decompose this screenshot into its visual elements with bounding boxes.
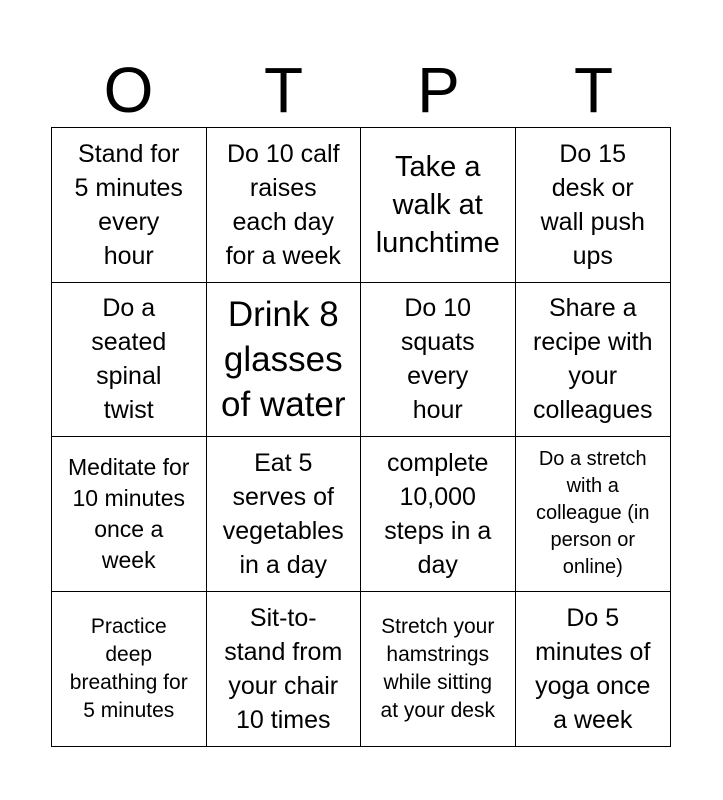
header-letter-4: T — [573, 54, 614, 126]
bingo-cell-11[interactable] — [361, 437, 516, 592]
header-letter-3: P — [417, 54, 460, 126]
bingo-cell-12[interactable] — [516, 437, 671, 592]
bingo-cell-text: Sit-to- stand from your chair 10 times — [224, 603, 343, 734]
bingo-cell-text: Eat 5 serves of vegetables in a day — [222, 448, 344, 579]
bingo-cell-text: Do a stretch with a colleague (in person or online) — [536, 448, 650, 579]
bingo-cell-8[interactable] — [516, 283, 671, 438]
bingo-cell-16[interactable] — [516, 592, 671, 747]
header-letter-2: T — [263, 54, 304, 126]
bingo-cell-3[interactable] — [361, 128, 516, 283]
bingo-cell-7[interactable] — [361, 283, 516, 438]
bingo-cell-1[interactable] — [52, 128, 207, 283]
bingo-cell-text: Do 10 squats every hour — [400, 294, 475, 425]
bingo-cell-text: Drink 8 glasses of water — [221, 294, 346, 424]
bingo-cell-text: complete 10,000 steps in a day — [384, 448, 492, 579]
bingo-cell-text: Do 5 minutes of yoga once a week — [535, 603, 651, 734]
bingo-cell-text: Meditate for 10 minutes once a week — [68, 453, 190, 573]
bingo-cell-text: Do a seated spinal twist — [91, 294, 167, 425]
bingo-header — [51, 52, 671, 128]
bingo-cell-14[interactable] — [207, 592, 362, 747]
bingo-cell-text: Stretch your hamstrings while sitting at your desk — [380, 614, 495, 722]
bingo-cell-text: Do 15 desk or wall push ups — [540, 139, 645, 270]
bingo-cell-text: Take a walk at lunchtime — [375, 150, 500, 259]
bingo-cell-text: Share a recipe with your colleagues — [532, 294, 653, 425]
bingo-cell-4[interactable] — [516, 128, 671, 283]
bingo-cell-13[interactable] — [52, 592, 207, 747]
bingo-cell-text: Stand for 5 minutes every hour — [74, 139, 183, 270]
bingo-cell-6[interactable] — [207, 283, 362, 438]
bingo-grid — [51, 127, 671, 747]
bingo-cell-9[interactable] — [52, 437, 207, 592]
bingo-cell-text: Practice deep breathing for 5 minutes — [69, 614, 188, 722]
bingo-cell-15[interactable] — [361, 592, 516, 747]
bingo-cell-2[interactable] — [207, 128, 362, 283]
header-letter-1: O — [103, 54, 154, 126]
bingo-cell-5[interactable] — [52, 283, 207, 438]
bingo-cell-text: Do 10 calf raises each day for a week — [225, 139, 341, 270]
bingo-cell-10[interactable] — [207, 437, 362, 592]
